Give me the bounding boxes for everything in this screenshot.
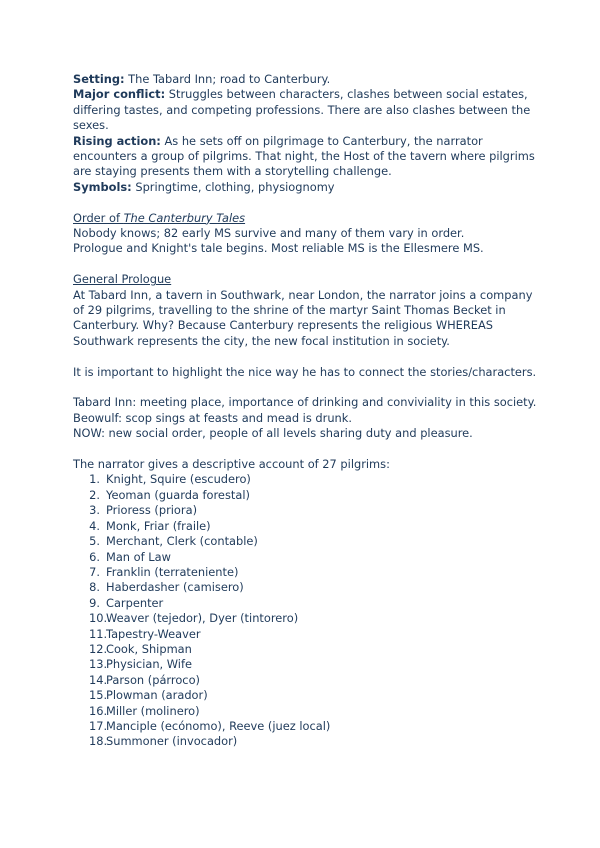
order-line-2: Prologue and Knight's tale begins. Most reliable MS is the Ellesmere MS. [73, 241, 484, 256]
list-item-text: Tapestry-Weaver [106, 626, 201, 641]
list-item-number: 10. [89, 611, 108, 626]
list-item-text: Yeoman (guarda forestal) [106, 487, 250, 502]
prologue-paragraph-3: Tabard Inn: meeting place, importance of drinking and conviviality in this society. [73, 395, 537, 410]
order-heading-title: The Canterbury Tales [123, 210, 246, 225]
spacer [73, 442, 543, 457]
list-item-number: 15. [89, 688, 108, 703]
list-item-text: Knight, Squire (escudero) [106, 472, 251, 487]
list-item [73, 503, 543, 518]
list-item [73, 534, 543, 549]
prologue-paragraph-2: It is important to highlight the nice way he has to connect the stories/characters. [73, 364, 537, 379]
order-heading-prefix: Order of [73, 210, 124, 225]
list-item-number: 18. [89, 734, 108, 749]
symbols-text: Springtime, clothing, physiognomy [131, 179, 335, 194]
spacer [73, 195, 543, 210]
order-heading [73, 211, 543, 226]
list-item-number: 17. [89, 718, 108, 733]
prologue-paragraph-4: Beowulf: scop sings at feasts and mead is drunk. [73, 410, 352, 425]
list-item-text: Man of Law [106, 549, 171, 564]
conflict-line [73, 87, 543, 133]
list-item-number: 1. [89, 472, 100, 487]
list-item-text: Merchant, Clerk (contable) [106, 534, 258, 549]
list-item-text: Haberdasher (camisero) [106, 580, 244, 595]
setting-text: The Tabard Inn; road to Canterbury. [124, 72, 331, 86]
list-item [73, 596, 543, 611]
list-item-text: Parson (párroco) [106, 672, 200, 687]
list-item-number: 16. [89, 703, 108, 718]
list-item-text: Prioress (priora) [106, 503, 198, 518]
conflict-text: Struggles between characters, clashes between social estates, differing tastes, and competing professions. There are also clashes between the sexes. [73, 87, 531, 133]
list-item-number: 9. [89, 595, 100, 610]
list-item [73, 550, 543, 565]
spacer [73, 380, 543, 395]
list-item [73, 519, 543, 534]
list-item-number: 14. [89, 672, 108, 687]
list-item-text: Cook, Shipman [106, 641, 192, 656]
list-item-text: Monk, Friar (fraile) [106, 518, 211, 533]
list-item-text: Plowman (arador) [106, 688, 208, 703]
list-item-number: 13. [89, 657, 108, 672]
list-item [73, 642, 543, 657]
rising-label: Rising action: [73, 133, 161, 148]
list-item [73, 565, 543, 580]
list-item [73, 657, 543, 672]
list-item-text: Miller (molinero) [106, 703, 200, 718]
list-item-number: 6. [89, 549, 100, 564]
rising-text: As he sets off on pilgrimage to Canterbury, the narrator encounters a group of pilgrims. That night, the Host of the tavern where pilgrims are staying presents them with a storytelling challenge. [73, 133, 535, 179]
list-item [73, 627, 543, 642]
spacer [73, 349, 543, 364]
list-item-number: 7. [89, 564, 100, 579]
spacer [73, 257, 543, 272]
list-item-number: 5. [89, 534, 100, 549]
list-item-number: 4. [89, 518, 100, 533]
prologue-paragraph-5: NOW: new social order, people of all levels sharing duty and pleasure. [73, 426, 473, 441]
list-item [73, 580, 543, 595]
prologue-heading: General Prologue [73, 272, 172, 287]
setting-line [73, 72, 543, 87]
list-item-number: 3. [89, 503, 100, 518]
list-item [73, 688, 543, 703]
list-item-text: Carpenter [106, 595, 164, 610]
conflict-label: Major conflict: [73, 87, 166, 102]
list-item [73, 488, 543, 503]
list-item-text: Summoner (invocador) [106, 734, 238, 749]
list-item-text: Franklin (terrateniente) [106, 564, 239, 579]
list-item-number: 12. [89, 641, 108, 656]
list-item-text: Physician, Wife [106, 657, 192, 672]
symbols-label: Symbols: [73, 179, 132, 194]
list-item [73, 734, 543, 749]
rising-line [73, 134, 543, 180]
document-body [73, 72, 543, 750]
setting-label: Setting: [73, 72, 125, 86]
list-item [73, 719, 543, 734]
list-item [73, 704, 543, 719]
list-item-number: 11. [89, 626, 108, 641]
list-item-number: 8. [89, 580, 100, 595]
list-item-number: 2. [89, 487, 100, 502]
order-line-1: Nobody knows; 82 early MS survive and many of them vary in order. [73, 226, 465, 241]
list-item-text: Manciple (ecónomo), Reeve (juez local) [106, 718, 331, 733]
list-item-text: Weaver (tejedor), Dyer (tintorero) [106, 611, 299, 626]
list-item [73, 673, 543, 688]
prologue-paragraph-1: At Tabard Inn, a tavern in Southwark, near London, the narrator joins a company of 29 pilgrims, travelling to the shrine of the martyr Saint Thomas Becket in Canterbury. Why? Because Canterbury represents the religious WHEREAS Southwark represents the city, the new focal institution in society. [73, 287, 533, 348]
pilgrims-intro: The narrator gives a descriptive account of 27 pilgrims: [73, 457, 390, 472]
list-item [73, 611, 543, 626]
list-item [73, 472, 543, 487]
symbols-line [73, 180, 543, 195]
pilgrim-list [73, 472, 543, 749]
